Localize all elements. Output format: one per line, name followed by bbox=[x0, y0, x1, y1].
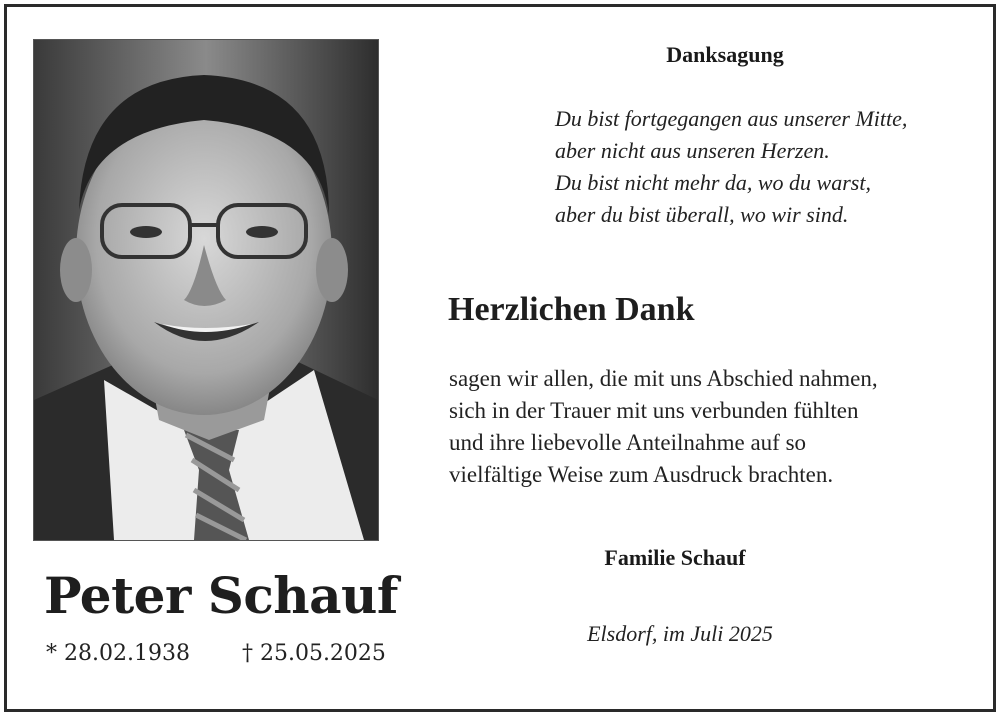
thanks-line: sich in der Trauer mit uns verbunden fühlten bbox=[449, 398, 859, 423]
poem-line: aber du bist überall, wo wir sind. bbox=[555, 202, 849, 227]
poem bbox=[555, 103, 907, 231]
portrait-image bbox=[34, 40, 378, 540]
deceased-name: Peter Schauf bbox=[44, 566, 398, 625]
notice-title: Danksagung bbox=[666, 42, 784, 67]
thanks-line: vielfältige Weise zum Ausdruck brachten. bbox=[449, 462, 834, 487]
thanks-line: und ihre liebevolle Anteilnahme auf so bbox=[449, 430, 807, 455]
birth-date: * 28.02.1938 bbox=[46, 641, 190, 666]
portrait-photo bbox=[33, 39, 379, 541]
place-date: Elsdorf, im Juli 2025 bbox=[587, 621, 773, 646]
poem-line: aber nicht aus unseren Herzen. bbox=[555, 138, 830, 163]
life-dates bbox=[46, 640, 386, 668]
thanks-heading: Herzlichen Dank bbox=[448, 291, 695, 328]
thanks-line: sagen wir allen, die mit uns Abschied nahmen, bbox=[449, 366, 878, 391]
poem-line: Du bist fortgegangen aus unserer Mitte, bbox=[555, 106, 908, 131]
thanks-text bbox=[449, 363, 878, 491]
poem-line: Du bist nicht mehr da, wo du warst, bbox=[555, 170, 871, 195]
signature: Familie Schauf bbox=[604, 545, 746, 570]
death-date: † 25.05.2025 bbox=[241, 641, 386, 666]
